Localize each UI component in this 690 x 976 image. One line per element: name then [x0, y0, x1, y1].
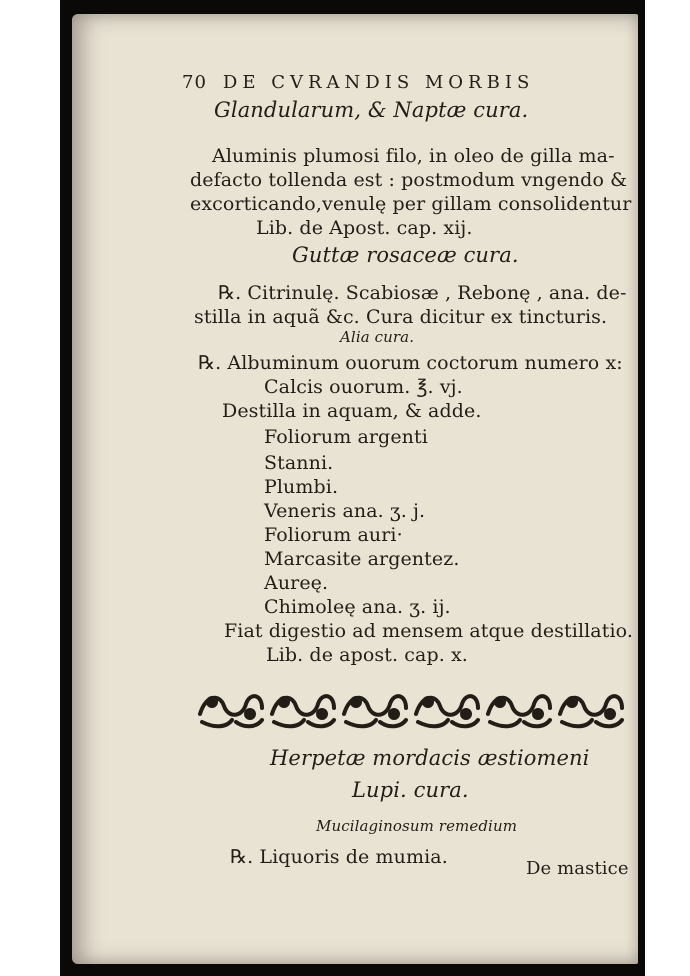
recipe-line: Fiat digestio ad mensem atque destillatio.: [224, 620, 633, 642]
recipe-line: Stanni.: [264, 452, 334, 474]
section-title-glandularum: Glandularum, & Naptæ cura.: [214, 98, 529, 122]
text-line: stilla in aquã &c. Cura dicitur ex tincturis.: [194, 306, 608, 328]
recipe-line: Marcasite argentez.: [264, 548, 460, 570]
catchword: De mastice: [526, 858, 629, 879]
page-number: 70: [182, 72, 207, 93]
subtitle-mucilaginosum: Mucilaginosum remedium: [316, 817, 518, 835]
running-header: [182, 72, 534, 93]
recipe-line: Foliorum auri·: [264, 524, 403, 546]
ornament-graphic: [196, 684, 626, 730]
recipe-line: Plumbi.: [264, 476, 339, 498]
text-line: ℞. Citrinulę. Scabiosæ , Rebonę , ana. de-: [218, 282, 627, 304]
text-line: defacto tollenda est : postmodum vngendo &: [190, 169, 628, 191]
recipe-line: Aureę.: [264, 572, 329, 594]
recipe-line: Lib. de apost. cap. x.: [266, 644, 468, 666]
recipe-line: Veneris ana. ʒ. j.: [264, 500, 426, 522]
section-title-lupi: Lupi. cura.: [352, 778, 469, 802]
recipe-line: Calcis ouorum. ℥. vj.: [264, 376, 463, 398]
text-line: Lib. de Apost. cap. xij.: [256, 217, 473, 239]
recipe-line: Foliorum argenti: [264, 426, 428, 448]
recipe-line: Destilla in aquam, & adde.: [222, 400, 482, 422]
running-title: DE CVRANDIS MORBIS: [222, 72, 535, 93]
recipe-line: Chimoleę ana. ʒ. ij.: [264, 596, 451, 618]
section-title-gutta-rosacea: Guttæ rosaceæ cura.: [292, 243, 519, 267]
text-line: excorticando,venulę per gillam consolidentur: [190, 193, 632, 215]
section-title-herpeta: Herpetæ mordacis æstiomeni: [270, 746, 590, 770]
text-line: Aluminis plumosi filo, in oleo de gilla ma-: [212, 145, 615, 167]
subtitle-alia-cura: Alia cura.: [340, 328, 415, 346]
printer-ornament: [196, 684, 626, 730]
recipe-line: ℞. Albuminum ouorum coctorum numero x:: [198, 352, 623, 374]
text-line: ℞. Liquoris de mumia.: [230, 846, 448, 868]
